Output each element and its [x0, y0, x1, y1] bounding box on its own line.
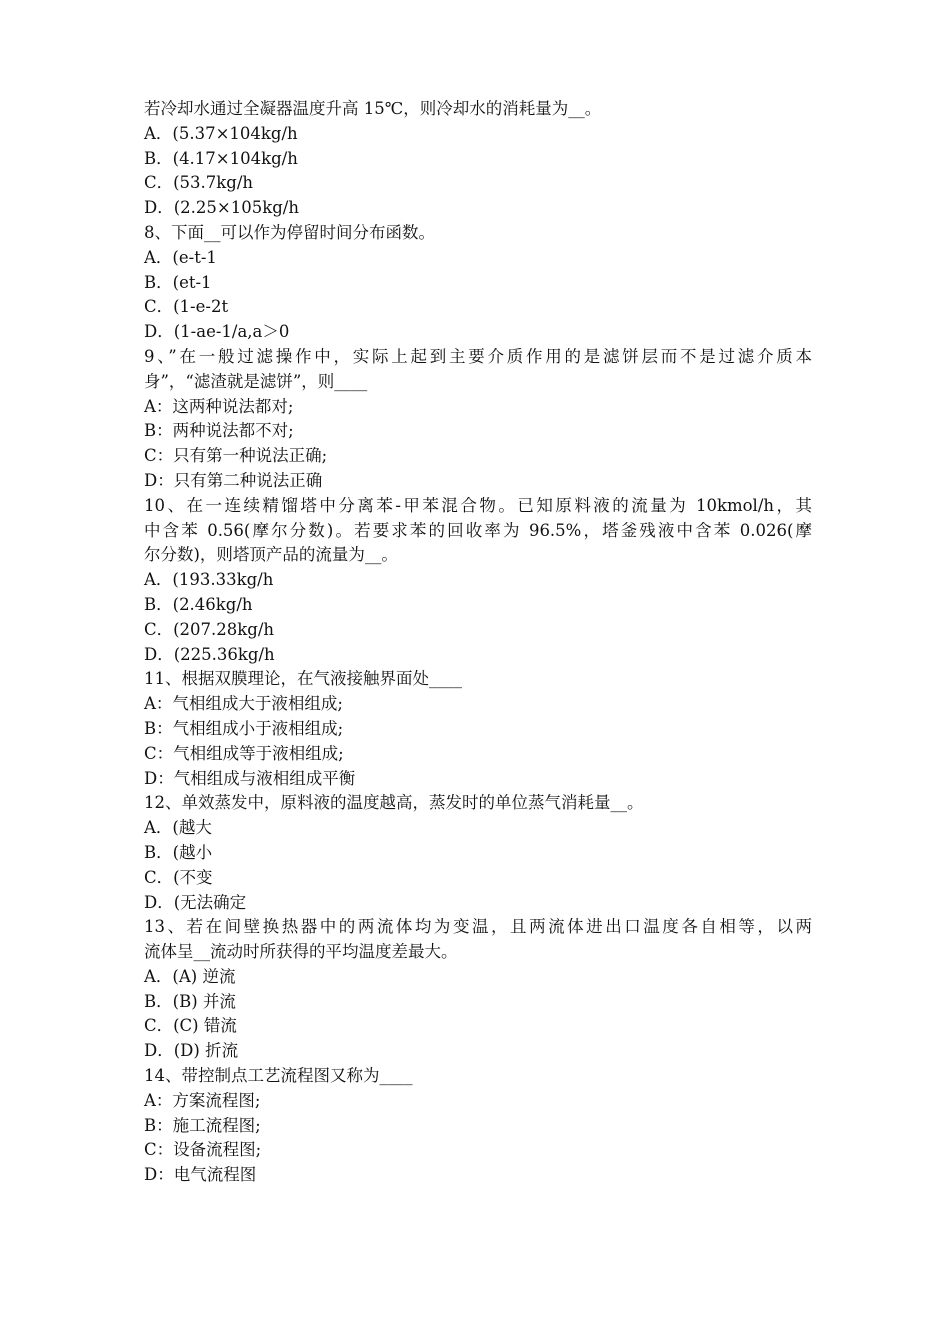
q11-stem: 11、根据双膜理论，在气液接触界面处____	[144, 669, 462, 689]
q7-stem-continued: 若冷却水通过全凝器温度升高 15℃，则冷却水的消耗量为__。	[144, 99, 602, 118]
q8-option-a: A．(e-t-1	[144, 247, 217, 267]
q13-stem-line-2: 流体呈__流动时所获得的平均温度差最大。	[144, 942, 458, 962]
q14-option-a: A：方案流程图;	[144, 1090, 261, 1110]
q12-option-a: A．(越大	[144, 818, 212, 838]
q13-option-c: C．(C) 错流	[144, 1016, 237, 1036]
q12-option-b: B．(越小	[144, 842, 213, 862]
q9-option-a: A：这两种说法都对;	[144, 396, 294, 416]
q8-option-d: D．(1-ae-1/a,a＞0	[144, 322, 290, 342]
q11-option-d: D：气相组成与液相组成平衡	[144, 768, 356, 788]
q11-option-b: B：气相组成小于液相组成;	[144, 718, 344, 738]
q9-stem-line-2: 身”，“滤渣就是滤饼”，则____	[144, 371, 368, 391]
q8-option-c: C．(1-e-2t	[144, 297, 229, 317]
q14-option-c: C：设备流程图;	[144, 1140, 262, 1160]
q12-option-c: C．(不变	[144, 867, 213, 887]
q12-stem: 12、单效蒸发中，原料液的温度越高，蒸发时的单位蒸气消耗量__。	[144, 793, 644, 813]
q10-stem-line-3: 尔分数)，则塔顶产品的流量为__。	[144, 545, 398, 565]
q9-option-d: D：只有第二种说法正确	[144, 470, 323, 490]
q9-option-b: B：两种说法都不对;	[144, 421, 294, 441]
q10-option-c: C．(207.28kg/h	[144, 619, 275, 639]
q12-option-d: D．(无法确定	[144, 892, 247, 912]
q13-option-a: A．(A) 逆流	[144, 966, 236, 986]
q14-stem: 14、带控制点工艺流程图又称为____	[144, 1066, 413, 1086]
q10-option-d: D．(225.36kg/h	[144, 644, 275, 664]
q7-option-a: A．(5.37×104kg/h	[144, 123, 298, 143]
q14-option-d: D：电气流程图	[144, 1165, 257, 1185]
q10-stem-line-1: 10、在一连续精馏塔中分离苯-甲苯混合物。已知原料液的流量为 10kmol/h，其	[144, 495, 812, 515]
q7-option-b: B．(4.17×104kg/h	[144, 148, 298, 168]
q13-option-d: D．(D) 折流	[144, 1041, 239, 1061]
q9-option-c: C：只有第一种说法正确;	[144, 446, 328, 466]
q7-option-c: C．(53.7kg/h	[144, 173, 254, 193]
q10-option-a: A．(193.33kg/h	[144, 570, 274, 590]
document-page	[144, 97, 812, 1188]
q10-option-b: B．(2.46kg/h	[144, 594, 253, 614]
q13-option-b: B．(B) 并流	[144, 991, 236, 1011]
q11-option-a: A：气相组成大于液相组成;	[144, 694, 343, 714]
q7-option-d: D．(2.25×105kg/h	[144, 198, 299, 218]
q8-option-b: B．(et-1	[144, 272, 212, 292]
q8-stem: 8、下面__可以作为停留时间分布函数。	[144, 222, 435, 242]
q14-option-b: B：施工流程图;	[144, 1115, 261, 1135]
q13-stem-line-1: 13、若在间壁换热器中的两流体均为变温，且两流体进出口温度各自相等，以两	[144, 917, 812, 937]
q11-option-c: C：气相组成等于液相组成;	[144, 743, 344, 763]
q9-stem-line-1: 9、”在一般过滤操作中，实际上起到主要介质作用的是滤饼层而不是过滤介质本	[144, 346, 812, 366]
q10-stem-line-2: 中含苯 0.56(摩尔分数)。若要求苯的回收率为 96.5%，塔釜残液中含苯 0.026(摩	[144, 520, 812, 540]
